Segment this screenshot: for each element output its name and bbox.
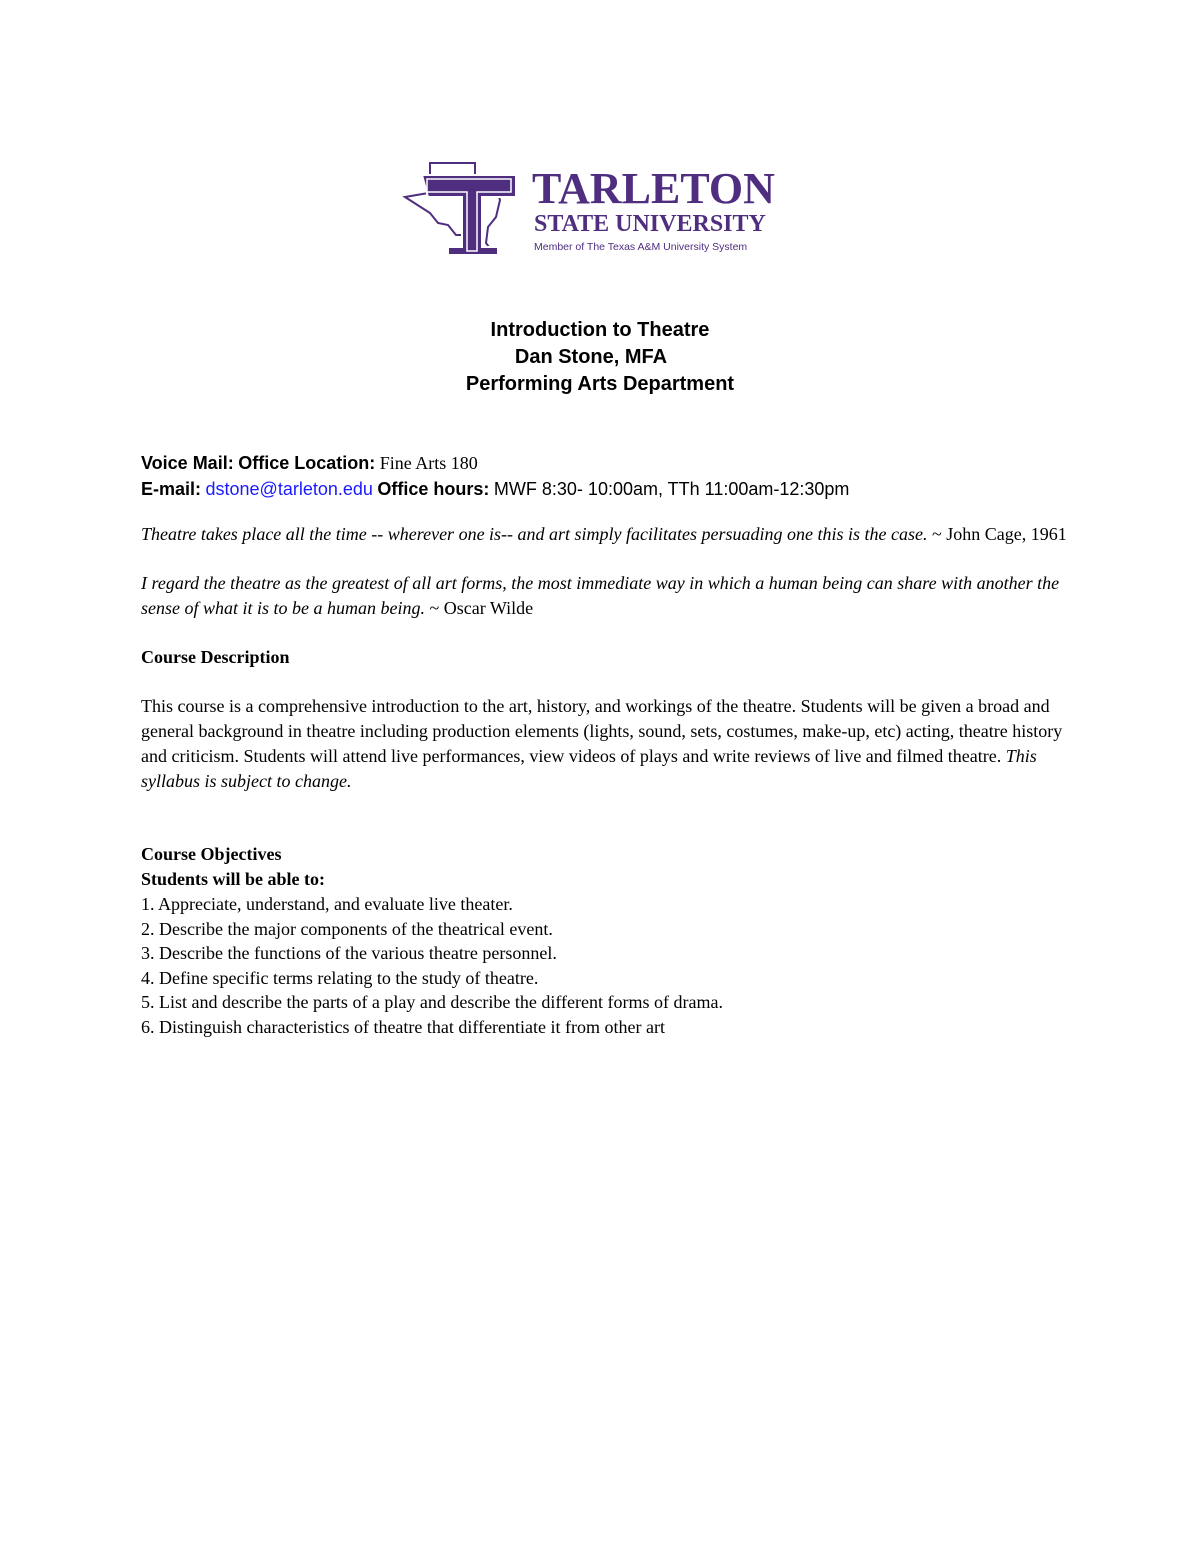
voice-mail-label: Voice Mail: bbox=[141, 453, 234, 473]
quote-oscar-wilde bbox=[141, 571, 1071, 621]
department-name: Performing Arts Department bbox=[465, 373, 735, 395]
office-hours-value: MWF 8:30- 10:00am, TTh 11:00am-12:30pm bbox=[493, 479, 850, 499]
office-location-value: Fine Arts 180 bbox=[379, 453, 478, 473]
email-link[interactable]: dstone@tarleton.edu bbox=[205, 479, 373, 499]
list-item: 5. List and describe the parts of a play and describe the different forms of drama. bbox=[141, 992, 723, 1012]
list-item: 6. Distinguish characteristics of theatre that differentiate it from other art bbox=[141, 1016, 665, 1037]
course-title: Introduction to Theatre bbox=[490, 319, 710, 341]
list-item: 4. Define specific terms relating to the study of theatre. bbox=[141, 967, 539, 988]
quote-text: Theatre takes place all the time -- wherever one is-- and art simply facilitates persuading one this is the case. bbox=[141, 524, 928, 544]
office-hours-label: Office hours: bbox=[377, 479, 490, 499]
course-objectives-subheading: Students will be able to: bbox=[141, 869, 326, 889]
course-description-body bbox=[141, 694, 1071, 794]
document-header bbox=[0, 317, 1200, 398]
objectives-list bbox=[141, 892, 1071, 1039]
quote-attribution: ~ John Cage, 1961 bbox=[927, 524, 1067, 544]
contact-info bbox=[141, 450, 1071, 502]
contact-line-2 bbox=[141, 476, 1071, 502]
contact-line-1 bbox=[141, 450, 1071, 476]
quote-text: I regard the theatre as the greatest of all art forms, the most immediate way in which a human being can share with another the sense of what it is to be a human being. bbox=[141, 573, 1060, 618]
logo-wordmark-line3: Member of The Texas A&M University System bbox=[534, 241, 748, 253]
list-item: 2. Describe the major components of the theatrical event. bbox=[141, 918, 553, 939]
texas-t-logo-icon bbox=[400, 155, 800, 270]
university-logo bbox=[400, 155, 800, 270]
quote-john-cage bbox=[141, 522, 1071, 547]
document-body bbox=[141, 450, 1071, 1039]
logo-wordmark-line2: STATE UNIVERSITY bbox=[534, 211, 766, 237]
email-label: E-mail: bbox=[141, 479, 202, 499]
logo-wordmark-line1: TARLETON bbox=[532, 164, 775, 213]
list-item: 3. Describe the functions of the various theatre personnel. bbox=[141, 943, 557, 963]
list-item: 1. Appreciate, understand, and evaluate live theater. bbox=[141, 894, 513, 914]
description-text: This course is a comprehensive introduction to the art, history, and workings of the theatre. Students will be given a broad and general background in theatre including production elements (lights, sound, sets, costumes, make-up, etc) acting, theatre history and criticism. Students will attend live performances, view videos of plays and write reviews of live and filmed theatre. bbox=[141, 696, 1063, 766]
course-objectives-heading: Course Objectives bbox=[141, 844, 282, 864]
instructor-name: Dan Stone, MFA bbox=[514, 346, 668, 368]
quote-attribution: ~ Oscar Wilde bbox=[424, 598, 534, 618]
office-location-label: Office Location: bbox=[238, 453, 376, 473]
syllabus-note: This syllabus is subject to change. bbox=[141, 746, 1037, 791]
course-description-heading: Course Description bbox=[141, 647, 290, 667]
